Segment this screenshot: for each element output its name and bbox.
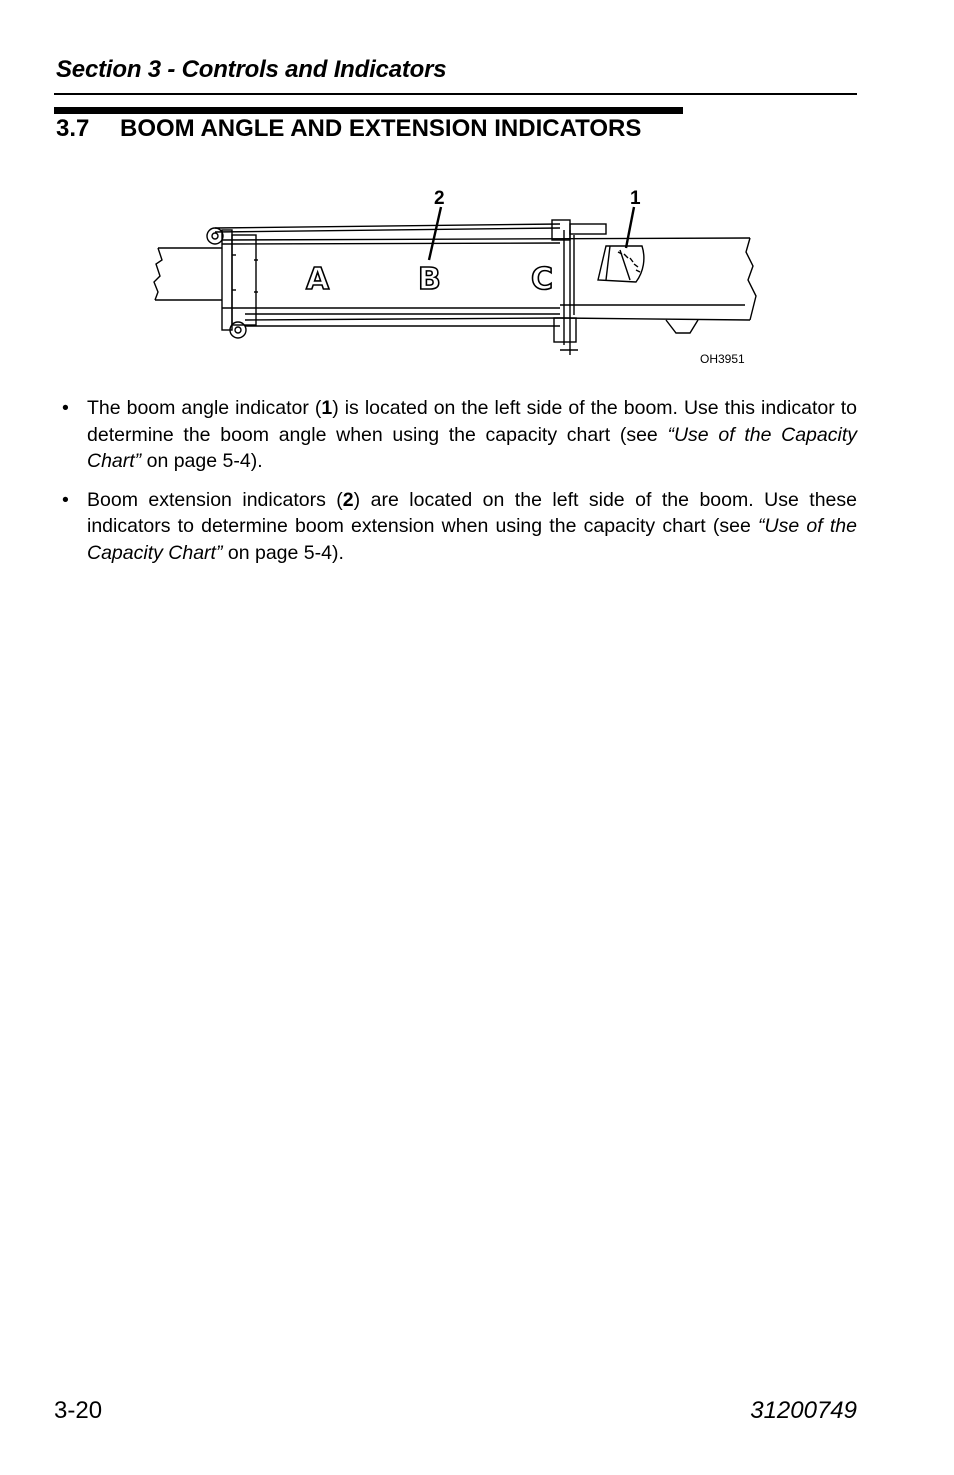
text-run: Boom extension indicators ( xyxy=(87,488,343,511)
callout-ref: 2 xyxy=(342,488,354,511)
boom-section-label-c: C xyxy=(531,262,554,297)
bullet-icon: • xyxy=(62,488,69,511)
subsection-title xyxy=(56,115,641,143)
cross-reference: “Use of the Capacity Chart” xyxy=(87,515,857,564)
callout-ref: 1 xyxy=(321,397,333,419)
boom-illustration xyxy=(150,180,770,375)
boom-section-label-b: B xyxy=(418,262,441,297)
text-run: on page 5-4). xyxy=(222,541,344,564)
figure-id: OH3951 xyxy=(700,352,745,366)
text-run: on page 5-4). xyxy=(141,450,263,472)
header-rule xyxy=(54,93,857,95)
cross-reference: “Use of the Capacity Chart” xyxy=(87,423,857,472)
page-number: 3-20 xyxy=(54,1397,103,1424)
boom-section-label-a: A xyxy=(306,262,330,297)
bullet-icon: • xyxy=(62,397,69,419)
document-number: 31200749 xyxy=(750,1397,857,1424)
text-run: The boom angle indicator ( xyxy=(87,397,322,419)
list-item xyxy=(60,395,857,475)
callout-2: 2 xyxy=(434,188,445,209)
header-rule-thick xyxy=(54,107,683,114)
bullet-list xyxy=(60,395,857,578)
subsection-heading: BOOM ANGLE AND EXTENSION INDICATORS xyxy=(120,115,642,142)
text-run: ) are located on the left side of the boom. Use these indicators to determine boom extension when using the capacity chart (see xyxy=(87,488,857,537)
subsection-number: 3.7 xyxy=(56,115,90,142)
list-item xyxy=(60,487,857,567)
boom-indicator-figure xyxy=(150,180,770,375)
callout-1: 1 xyxy=(630,188,641,209)
section-header: Section 3 - Controls and Indicators xyxy=(56,56,447,83)
text-run: ) is located on the left side of the boom. Use this indicator to determine the boom angle when using the capacity chart (see xyxy=(87,397,857,446)
